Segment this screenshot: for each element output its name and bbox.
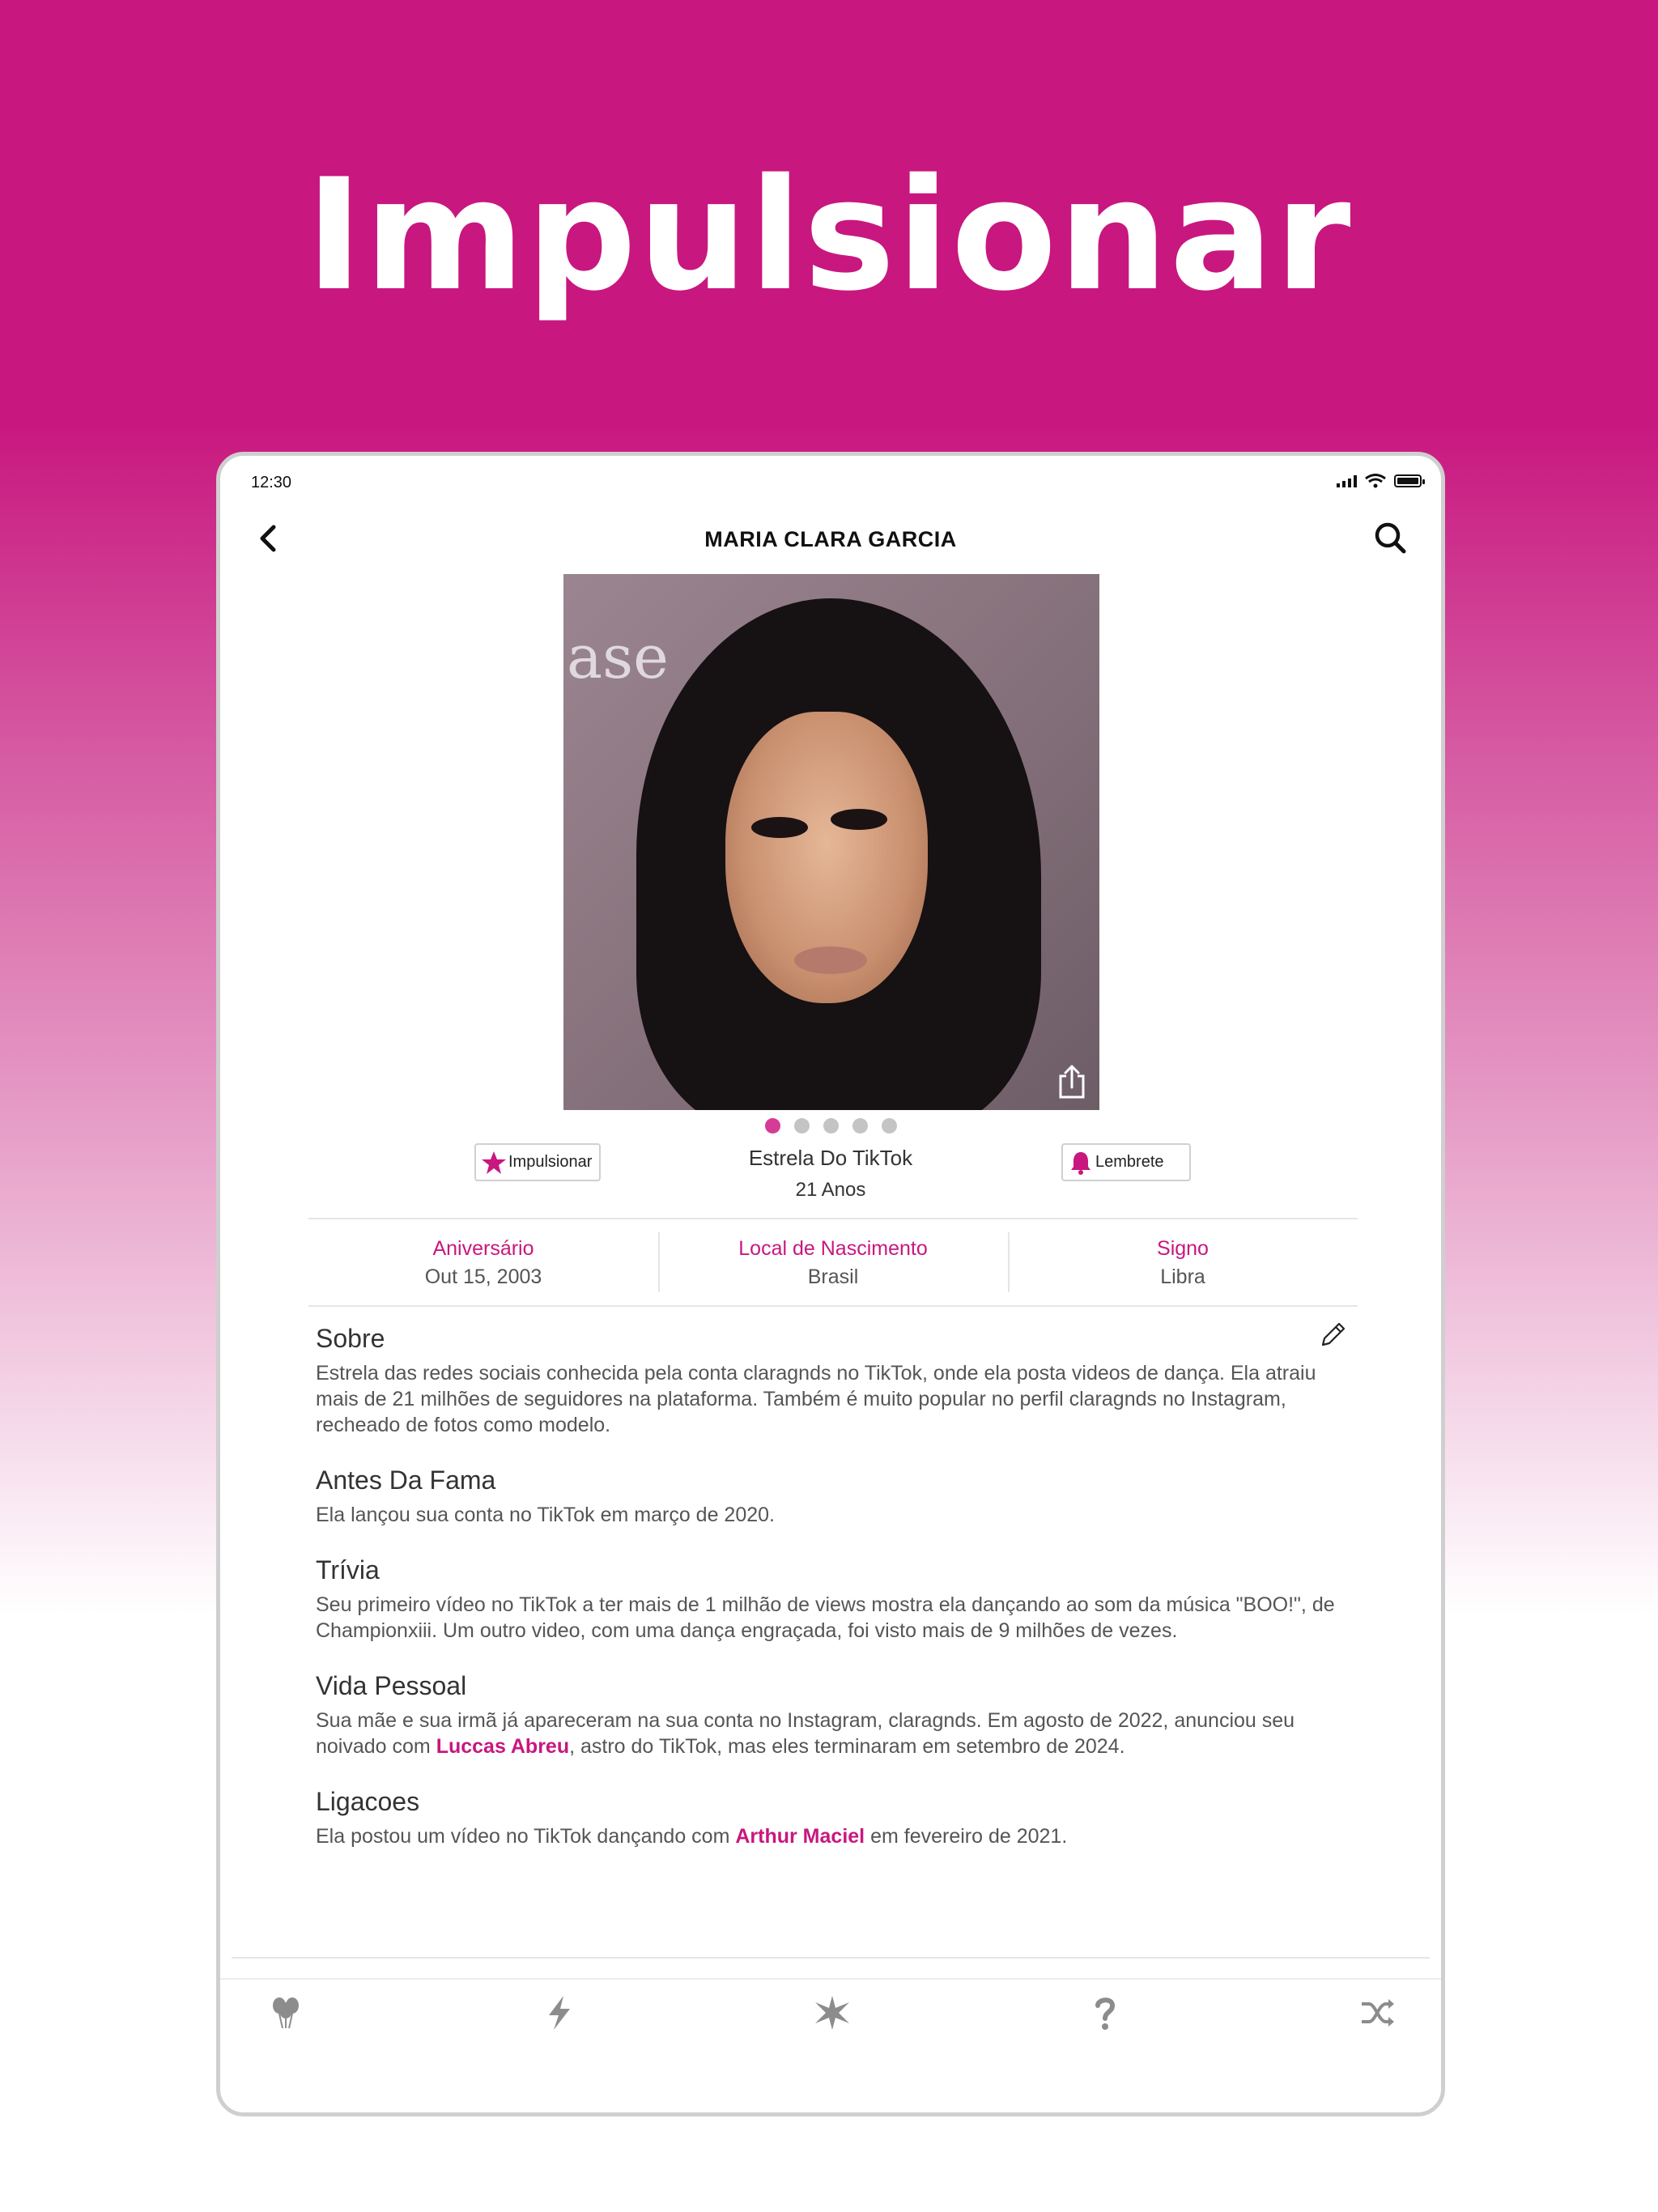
section-title: Ligacoes <box>316 1787 420 1816</box>
section-body <box>316 1708 1352 1759</box>
tab-featured[interactable] <box>811 1990 853 2035</box>
status-bar <box>220 456 1441 513</box>
profile-photo[interactable] <box>563 574 1099 1110</box>
gallery-dot[interactable] <box>882 1118 897 1134</box>
connections-section <box>316 1787 1352 1849</box>
body-text: Ela postou um vídeo no TikTok dançando com <box>316 1825 736 1848</box>
about-section <box>316 1324 1352 1438</box>
profession-text: Estrela Do TikTok <box>748 1146 913 1170</box>
pencil-icon[interactable] <box>1318 1321 1347 1350</box>
section-body <box>316 1823 1352 1849</box>
personal-life-section <box>316 1671 1352 1759</box>
birthday-info <box>308 1219 658 1305</box>
boost-button-label: Impulsionar <box>508 1153 593 1171</box>
page-title: MARIA CLARA GARCIA <box>704 527 957 551</box>
celebrity-link[interactable]: Luccas Abreu <box>436 1735 570 1758</box>
info-row <box>308 1218 1358 1307</box>
reminder-button-label: Lembrete <box>1095 1153 1164 1171</box>
info-label: Signo <box>1157 1237 1209 1260</box>
section-body: Estrela das redes sociais conhecida pela conta claragnds no TikTok, onde ela posta videos de dança. Ela atraiu mais de 21 milhões de seguidores na plataforma. Também é muito popular no perfil claragnds no Instagram, recheado de fotos como modelo. <box>316 1362 1316 1436</box>
section-title: Vida Pessoal <box>316 1671 467 1700</box>
divider <box>232 1957 1430 1959</box>
question-icon <box>1086 1994 1124 2031</box>
tab-trending[interactable] <box>538 1990 580 2035</box>
tab-quiz[interactable] <box>1084 1990 1126 2035</box>
promo-headline: Impulsionar <box>305 146 1353 325</box>
info-value: Out 15, 2003 <box>424 1266 542 1288</box>
before-fame-section <box>316 1465 1352 1528</box>
gallery-pagination <box>220 1118 1441 1134</box>
wifi-icon <box>1365 474 1386 488</box>
tab-bar <box>220 1990 1441 2055</box>
gallery-dot[interactable] <box>852 1118 868 1134</box>
star-icon <box>814 1994 851 2031</box>
bell-icon <box>1068 1150 1094 1176</box>
battery-icon <box>1394 474 1422 487</box>
status-time: 12:30 <box>251 474 292 491</box>
device-frame <box>216 452 1445 2116</box>
section-title: Sobre <box>316 1324 385 1353</box>
section-title: Antes Da Fama <box>316 1465 496 1495</box>
photo-background-text: ase <box>567 623 669 692</box>
gallery-dot[interactable] <box>765 1118 780 1134</box>
divider <box>220 1978 1441 1980</box>
birthplace-info <box>658 1219 1008 1305</box>
reminder-button[interactable] <box>1061 1143 1191 1181</box>
section-title: Trívia <box>316 1555 380 1585</box>
info-label: Aniversário <box>432 1237 534 1260</box>
info-value: Brasil <box>807 1266 859 1288</box>
section-body: Seu primeiro vídeo no TikTok a ter mais de 1 milhão de views mostra ela dançando ao som da música "BOO!", de Championxiii. Um outro video, com uma dança engraçada, foi visto mais de 9 milhões de vezes. <box>316 1593 1335 1642</box>
nav-bar <box>220 509 1441 566</box>
sign-info <box>1008 1219 1358 1305</box>
info-label: Local de Nascimento <box>738 1237 928 1260</box>
signal-icon <box>1337 474 1357 487</box>
share-icon[interactable] <box>1056 1063 1088 1100</box>
gallery-dot[interactable] <box>794 1118 810 1134</box>
search-icon[interactable] <box>1371 519 1409 556</box>
age-text: 21 Anos <box>795 1179 866 1201</box>
celebrity-link[interactable]: Arthur Maciel <box>735 1825 865 1848</box>
body-text: , astro do TikTok, mas eles terminaram em setembro de 2024. <box>569 1735 1125 1758</box>
gallery-dot[interactable] <box>823 1118 839 1134</box>
tab-birthdays[interactable] <box>266 1990 308 2035</box>
body-text: Sua mãe e sua irmã já apareceram na sua conta no Instagram, claragnds. Em agosto de 2022, anunciou seu noivado com <box>316 1709 1295 1758</box>
status-icons <box>1337 474 1422 488</box>
trivia-section <box>316 1555 1352 1644</box>
info-value: Libra <box>1160 1266 1205 1288</box>
shuffle-icon <box>1359 1994 1397 2031</box>
lightning-icon <box>541 1994 578 2031</box>
tab-random[interactable] <box>1357 1990 1399 2035</box>
balloons-icon <box>268 1994 305 2031</box>
body-text: em fevereiro de 2021. <box>865 1825 1068 1848</box>
section-body: Ela lançou sua conta no TikTok em março de 2020. <box>316 1504 775 1526</box>
profile-sections <box>316 1324 1352 1877</box>
